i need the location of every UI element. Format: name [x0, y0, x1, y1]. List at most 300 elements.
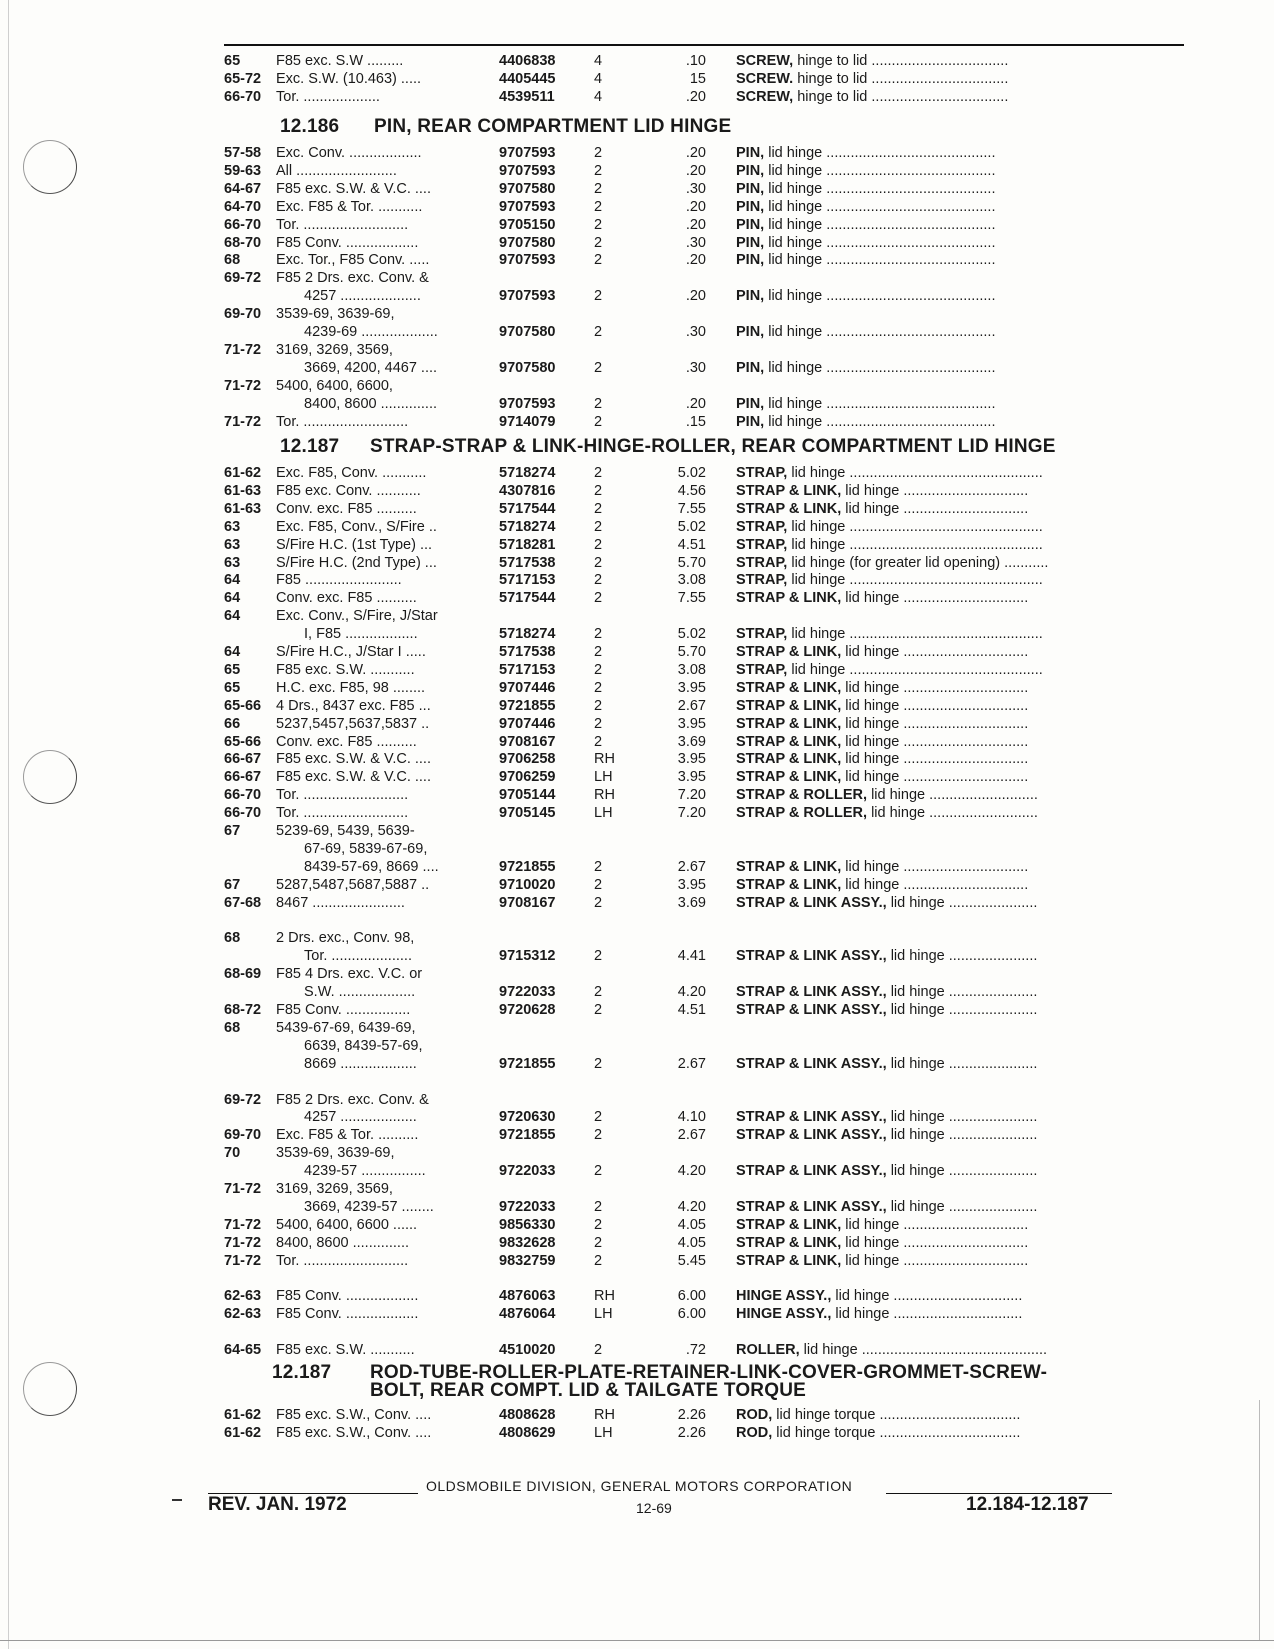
part-name [736, 1252, 1184, 1271]
application-description: Exc. F85, Conv., S/Fire .. [276, 518, 437, 535]
part-number: 9707593 [499, 145, 556, 161]
part-name-detail: hinge to lid .................................. [793, 70, 1009, 87]
part-name-detail: lid hinge ............................... [841, 1216, 1029, 1233]
quantity: 2 [594, 1198, 603, 1215]
application-description: F85 ........................ [276, 572, 402, 589]
quantity: 2 [594, 1163, 603, 1180]
part-number: 9707593 [499, 162, 556, 179]
list-price: .20 [685, 198, 706, 215]
model-years: 68 [224, 252, 241, 269]
application-description: Exc. S.W. (10.463) ..... [276, 70, 422, 87]
part-number: 9722033 [499, 1198, 556, 1215]
parts-row [224, 70, 1184, 89]
parts-row [224, 500, 1184, 519]
parts-row [224, 643, 1184, 662]
part-name-detail: lid hinge ............................... [841, 733, 1029, 750]
part-name-detail: lid hinge .......................................... [764, 413, 996, 430]
parts-row [224, 679, 1184, 698]
quantity: 2 [594, 234, 603, 251]
page-bottom-edge [0, 1640, 1274, 1641]
part-name-detail: lid hinge ...................... [886, 1198, 1038, 1215]
part-name-detail: lid hinge ...................... [886, 1163, 1038, 1180]
part-name-bold: PIN, [736, 234, 765, 251]
model-years: 61-62 [224, 1407, 262, 1423]
application-description: 3539-69, 3639-69, [276, 1145, 395, 1162]
parts-row [224, 1198, 1184, 1217]
footer-corporation: OLDSMOBILE DIVISION, GENERAL MOTORS CORPORATION [426, 1478, 853, 1494]
list-price: 6.00 [677, 1306, 706, 1323]
application-description: F85 4 Drs. exc. V.C. or [276, 966, 423, 983]
parts-row [224, 1001, 1184, 1020]
model-years: 71-72 [224, 1252, 262, 1269]
parts-row [224, 287, 1184, 306]
part-name-bold: STRAP & LINK, [736, 876, 842, 893]
parts-row [224, 1037, 1184, 1056]
part-name-detail: lid hinge ...................... [886, 984, 1038, 1001]
part-name [736, 1234, 1184, 1253]
quantity: RH [594, 1288, 615, 1305]
quantity: 2 [594, 679, 603, 696]
part-name [736, 894, 1184, 913]
parts-row [224, 180, 1184, 199]
list-price: .30 [685, 234, 706, 251]
part-name [736, 395, 1184, 414]
quantity: 2 [594, 324, 603, 340]
part-name-bold: STRAP & LINK, [736, 715, 842, 732]
application-description: S/Fire H.C. (2nd Type) ... [276, 554, 437, 571]
application-description: F85 exc. S.W. ........... [276, 661, 415, 678]
part-name-detail: lid hinge ............................... [841, 1252, 1029, 1269]
list-price: 5.45 [677, 1252, 706, 1269]
parts-row [224, 162, 1184, 181]
parts-row [224, 697, 1184, 716]
part-name-detail: lid hinge ............................... [841, 679, 1029, 696]
model-years: 69-72 [224, 1091, 262, 1108]
part-number: 4405445 [499, 70, 556, 87]
application-description: Tor. .......................... [276, 216, 409, 233]
parts-row [224, 715, 1184, 734]
part-number: 9707593 [499, 288, 556, 305]
parts-row [224, 929, 1184, 948]
section-number: 12.186 [280, 116, 340, 137]
list-price: 4.10 [677, 1109, 706, 1126]
row-spacer [224, 1073, 1184, 1092]
part-number: 9722033 [499, 1163, 556, 1180]
part-number: 9705144 [499, 787, 556, 804]
part-name [736, 1341, 1184, 1360]
parts-row [224, 52, 1184, 71]
part-name [736, 697, 1184, 716]
application-description: F85 Conv. .................. [276, 1306, 419, 1323]
part-number: 5717544 [499, 500, 556, 517]
part-name-detail: lid hinge ........................... [867, 805, 1038, 822]
list-price: 5.70 [677, 644, 706, 660]
part-name-bold: STRAP & LINK, [736, 482, 842, 499]
parts-row [224, 88, 1184, 107]
list-price: 3.95 [677, 679, 706, 696]
application-description: 8669 ................... [304, 1055, 417, 1072]
part-name-detail: lid hinge ...................... [886, 1055, 1038, 1072]
quantity: 2 [594, 1342, 603, 1359]
parts-row [224, 876, 1184, 895]
list-price: 3.69 [677, 733, 706, 750]
quantity: 2 [594, 554, 603, 571]
quantity: 2 [594, 500, 603, 517]
part-name-detail: lid hinge .......................................... [764, 288, 996, 305]
part-name-detail: lid hinge ................................................ [787, 572, 1043, 589]
parts-row [224, 1424, 1184, 1443]
part-name-detail: lid hinge ............................... [841, 715, 1029, 732]
part-number: 9707593 [499, 395, 556, 412]
part-name-bold: PIN, [736, 252, 765, 269]
part-number: 9721855 [499, 697, 556, 714]
part-number: 9832628 [499, 1234, 556, 1251]
model-years: 66-67 [224, 769, 262, 786]
part-name-detail: lid hinge ...................... [886, 948, 1038, 965]
part-name [736, 518, 1184, 537]
parts-row [224, 198, 1184, 217]
parts-row [224, 482, 1184, 501]
part-name-detail: lid hinge ...................... [886, 1127, 1038, 1144]
parts-row [224, 395, 1184, 414]
part-number: 9708167 [499, 894, 556, 911]
list-price: 2.67 [677, 1055, 706, 1072]
part-number: 9707580 [499, 324, 556, 340]
footer-section-reference: 12.184-12.187 [966, 1494, 1089, 1515]
application-description: F85 2 Drs. exc. Conv. & [276, 1091, 429, 1108]
application-description: Exc. F85 & Tor. .......... [276, 1127, 419, 1144]
parts-row [224, 733, 1184, 752]
part-number: 9707593 [499, 198, 556, 215]
part-name-bold: STRAP & LINK ASSY., [736, 1055, 887, 1072]
quantity: 2 [594, 590, 603, 607]
application-description: F85 exc. S.W. & V.C. .... [276, 751, 431, 768]
application-description: Tor. .......................... [276, 787, 409, 804]
part-name [736, 359, 1184, 378]
part-number: 5717538 [499, 644, 556, 660]
list-price: 3.95 [677, 876, 706, 893]
part-name [736, 858, 1184, 877]
application-description: 4239-69 ................... [304, 324, 438, 340]
part-number: 9720630 [499, 1109, 556, 1126]
model-years: 68 [224, 930, 241, 947]
model-years: 61-63 [224, 482, 262, 499]
part-number: 9705150 [499, 216, 556, 233]
list-price: 4.05 [677, 1234, 706, 1251]
model-years: 64 [224, 590, 241, 607]
parts-row [224, 786, 1184, 805]
part-name [736, 88, 1184, 107]
parts-row [224, 1305, 1184, 1324]
part-number: 9721855 [499, 1055, 556, 1072]
model-years: 66-70 [224, 787, 262, 804]
model-years: 66-70 [224, 88, 262, 105]
list-price: 3.08 [677, 572, 706, 589]
list-price: 4.05 [677, 1216, 706, 1233]
part-name-detail: lid hinge .......................................... [764, 324, 996, 340]
quantity: 2 [594, 482, 603, 499]
part-name [736, 1055, 1184, 1074]
parts-row [224, 1234, 1184, 1253]
part-name-detail: lid hinge ................................................ [787, 626, 1043, 643]
binder-hole-icon [23, 140, 77, 194]
part-name-bold: STRAP & LINK, [736, 697, 842, 714]
part-name-bold: STRAP & LINK, [736, 500, 842, 517]
parts-row [224, 359, 1184, 378]
parts-row [224, 251, 1184, 270]
part-name [736, 70, 1184, 89]
quantity: 2 [594, 1109, 603, 1126]
part-name-bold: STRAP, [736, 626, 788, 643]
part-name [736, 571, 1184, 590]
model-years: 68-70 [224, 234, 262, 251]
application-description: S/Fire H.C. (1st Type) ... [276, 536, 433, 553]
part-name-detail: lid hinge ............................... [841, 751, 1029, 768]
application-description: S/Fire H.C., J/Star I ..... [276, 644, 426, 660]
part-name-bold: STRAP & LINK, [736, 590, 842, 607]
part-name-detail: lid hinge ............................... [841, 482, 1029, 499]
application-description: 5400, 6400, 6600, [276, 377, 393, 394]
list-price: 5.02 [677, 465, 706, 481]
application-description: Conv. exc. F85 .......... [276, 733, 417, 750]
model-years: 57-58 [224, 145, 262, 161]
model-years: 69-70 [224, 306, 262, 323]
part-name-bold: STRAP, [736, 661, 788, 678]
list-price: .20 [685, 216, 706, 233]
quantity: 4 [594, 70, 603, 87]
list-price: 4.51 [677, 536, 706, 553]
application-description: 4239-57 ................ [304, 1163, 426, 1180]
part-name-bold: STRAP & LINK, [736, 1234, 842, 1251]
quantity: 2 [594, 198, 603, 215]
part-name [736, 162, 1184, 181]
application-description: F85 exc. Conv. ........... [276, 482, 421, 499]
model-years: 63 [224, 554, 241, 571]
section-title: STRAP-STRAP & LINK-HINGE-ROLLER, REAR COMPARTMENT LID HINGE [370, 436, 1056, 457]
application-description: 67-69, 5839-67-69, [304, 840, 428, 857]
model-years: 62-63 [224, 1288, 262, 1305]
quantity: 2 [594, 697, 603, 714]
model-years: 71-72 [224, 1216, 262, 1233]
part-name-detail: lid hinge .......................................... [764, 216, 996, 233]
list-price: 4.56 [677, 482, 706, 499]
part-name [736, 323, 1184, 342]
application-description: 3669, 4239-57 ........ [304, 1198, 434, 1215]
quantity: 2 [594, 948, 603, 965]
part-name-detail: lid hinge ........................... [867, 787, 1038, 804]
part-name-detail: lid hinge ............................... [841, 697, 1029, 714]
model-years: 65 [224, 661, 241, 678]
part-number: 9856330 [499, 1216, 556, 1233]
part-number: 9707580 [499, 359, 556, 376]
list-price: .20 [685, 145, 706, 161]
application-description: F85 exc. S.W. & V.C. .... [276, 180, 431, 197]
part-name-bold: STRAP & LINK ASSY., [736, 1127, 887, 1144]
part-name [736, 198, 1184, 217]
part-name-detail: lid hinge .......................................... [764, 162, 996, 179]
binder-hole-icon [23, 750, 77, 804]
part-name-bold: STRAP & LINK, [736, 644, 842, 660]
parts-row [224, 1055, 1184, 1074]
parts-row [224, 216, 1184, 235]
quantity: 2 [594, 518, 603, 535]
application-description: 8400, 8600 .............. [304, 395, 437, 412]
part-name [736, 983, 1184, 1002]
application-description: Tor. .......................... [276, 1252, 409, 1269]
top-rule [224, 44, 1184, 46]
application-description: 4257 ................... [304, 1109, 417, 1126]
quantity: 2 [594, 876, 603, 893]
quantity: 2 [594, 572, 603, 589]
application-description: 5239-69, 5439, 5639- [276, 823, 415, 839]
application-description: Conv. exc. F85 .......... [276, 590, 417, 607]
parts-row [224, 1019, 1184, 1038]
part-name-detail: hinge to lid .................................. [793, 53, 1009, 69]
model-years: 63 [224, 536, 241, 553]
model-years: 71-72 [224, 377, 262, 394]
row-spacer [224, 1270, 1184, 1289]
part-name-bold: PIN, [736, 180, 765, 197]
parts-row [224, 589, 1184, 608]
application-description: F85 exc. S.W. & V.C. .... [276, 769, 431, 786]
parts-row [224, 341, 1184, 360]
application-description: F85 Conv. ................ [276, 1002, 411, 1018]
part-name-bold: ROLLER, [736, 1342, 800, 1359]
application-description: F85 exc. S.W ......... [276, 53, 404, 69]
list-price: .20 [685, 252, 706, 269]
part-name [736, 750, 1184, 769]
model-years: 65 [224, 53, 241, 69]
model-years: 65-72 [224, 70, 262, 87]
list-price: 2.67 [677, 697, 706, 714]
quantity: 2 [594, 180, 603, 197]
part-name-bold: PIN, [736, 198, 765, 215]
model-years: 67 [224, 876, 241, 893]
page-edge-line [8, 0, 9, 1649]
part-name-bold: STRAP & LINK, [736, 751, 842, 768]
part-name [736, 876, 1184, 895]
part-name-bold: PIN, [736, 145, 765, 161]
application-description: 5287,5487,5687,5887 .. [276, 876, 430, 893]
application-description: Exc. Conv. .................. [276, 145, 422, 161]
parts-row [224, 323, 1184, 342]
part-name [736, 1108, 1184, 1127]
quantity: 2 [594, 858, 603, 875]
section-number: 12.187 [272, 1362, 332, 1383]
model-years: 65-66 [224, 697, 262, 714]
part-name [736, 1126, 1184, 1145]
part-name-bold: STRAP & LINK ASSY., [736, 894, 887, 911]
model-years: 69-70 [224, 1127, 262, 1144]
model-years: 71-72 [224, 413, 262, 430]
part-name-bold: PIN, [736, 413, 765, 430]
parts-row [224, 804, 1184, 823]
part-number: 9832759 [499, 1252, 556, 1269]
part-number: 5718274 [499, 518, 556, 535]
part-number: 9707593 [499, 252, 556, 269]
parts-row [224, 625, 1184, 644]
list-price: .30 [685, 180, 706, 197]
part-name-bold: STRAP, [736, 465, 788, 481]
quantity: 2 [594, 1055, 603, 1072]
part-name [736, 52, 1184, 71]
parts-row [224, 894, 1184, 913]
application-description: 8400, 8600 .............. [276, 1234, 409, 1251]
parts-row [224, 234, 1184, 253]
list-price: .10 [685, 53, 706, 69]
part-number: 9715312 [499, 948, 556, 965]
part-name-bold: STRAP, [736, 572, 788, 589]
part-name [736, 768, 1184, 787]
part-name-bold: STRAP & LINK, [736, 733, 842, 750]
part-number: 9722033 [499, 984, 556, 1001]
part-name [736, 464, 1184, 483]
part-name [736, 786, 1184, 805]
margin-mark [172, 1499, 182, 1501]
part-name [736, 661, 1184, 680]
part-number: 4876064 [499, 1306, 556, 1323]
part-name-detail: lid hinge .......................................... [764, 145, 996, 161]
parts-row [224, 1287, 1184, 1306]
list-price: 7.55 [677, 590, 706, 607]
quantity: 4 [594, 88, 603, 105]
list-price: 3.08 [677, 661, 706, 678]
quantity: 2 [594, 715, 603, 732]
parts-row [224, 413, 1184, 432]
application-description: Exc. F85 & Tor. ........... [276, 198, 423, 215]
application-description: 3169, 3269, 3569, [276, 1181, 393, 1197]
list-price: 4.51 [677, 1002, 706, 1018]
part-name-detail: lid hinge ................................................ [787, 661, 1043, 678]
list-price: 7.20 [677, 787, 706, 804]
list-price: .20 [685, 162, 706, 179]
part-name-bold: STRAP & LINK ASSY., [736, 1002, 887, 1018]
part-name-bold: HINGE ASSY., [736, 1306, 832, 1323]
quantity: 2 [594, 536, 603, 553]
part-name-detail: lid hinge ............................... [841, 876, 1029, 893]
parts-row [224, 661, 1184, 680]
list-price: 2.26 [677, 1424, 706, 1441]
list-price: 3.95 [677, 769, 706, 786]
list-price: 4.20 [677, 1163, 706, 1180]
application-description: Tor. .......................... [276, 413, 409, 430]
application-description: Conv. exc. F85 .......... [276, 500, 417, 517]
part-name-detail: lid hinge ............................... [841, 644, 1029, 660]
model-years: 69-72 [224, 270, 262, 287]
part-name-detail: lid hinge ................................ [831, 1306, 1023, 1323]
list-price: 3.95 [677, 751, 706, 768]
part-name [736, 554, 1184, 573]
quantity: RH [594, 751, 615, 768]
application-description: All ......................... [276, 162, 397, 179]
quantity: 2 [594, 644, 603, 660]
quantity: 2 [594, 626, 603, 643]
parts-row [224, 1252, 1184, 1271]
quantity: 2 [594, 1234, 603, 1251]
part-name-bold: PIN, [736, 216, 765, 233]
model-years: 61-62 [224, 465, 262, 481]
parts-row [224, 571, 1184, 590]
part-name-detail: lid hinge ...................... [886, 894, 1038, 911]
part-name-detail: lid hinge .......................................... [764, 395, 996, 412]
part-name [736, 589, 1184, 608]
quantity: 2 [594, 252, 603, 269]
model-years: 65-66 [224, 733, 262, 750]
part-number: 9707446 [499, 679, 556, 696]
list-price: 4.20 [677, 1198, 706, 1215]
quantity: 2 [594, 145, 603, 161]
part-name-bold: STRAP, [736, 554, 788, 571]
